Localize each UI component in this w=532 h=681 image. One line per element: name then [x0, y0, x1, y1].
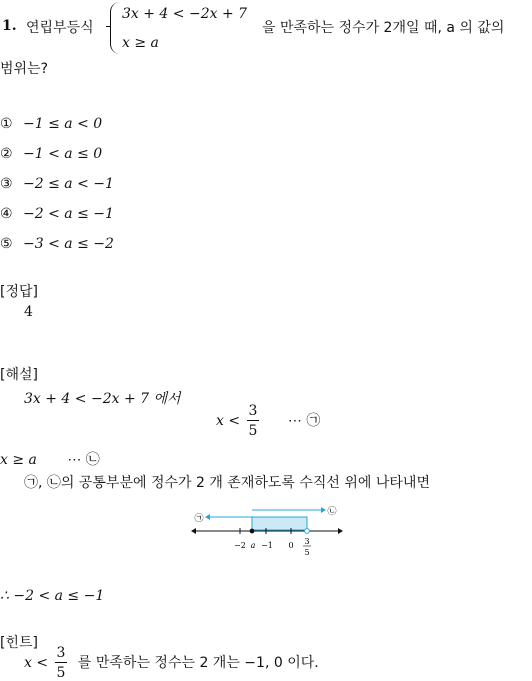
hint-denominator: 5: [56, 665, 66, 681]
tick-label-minus-2: −2: [234, 541, 246, 550]
hint-fraction: [55, 646, 68, 680]
equation-tag-1: ⋯ ㉠: [287, 413, 321, 429]
hint-lhs: x <: [24, 655, 49, 671]
equation-tag-2: ⋯ ㉡: [67, 452, 100, 468]
region-b-arrowhead: [205, 514, 210, 520]
system-brace-tip: [106, 26, 111, 27]
choice-2[interactable]: [0, 146, 102, 162]
circle-tag-left: ㉠: [194, 514, 204, 524]
fraction-three-fifths: [247, 404, 260, 438]
choice-text: −3 < a ≤ −2: [23, 236, 114, 252]
system-brace: [110, 2, 121, 54]
hint-numerator: 3: [56, 645, 66, 661]
problem-tail-2: 범위는?: [0, 61, 49, 77]
solution-line-1: 3x + 4 < −2x + 7 에서: [24, 391, 181, 407]
open-point-three-fifths: [305, 529, 310, 534]
choice-5[interactable]: [0, 236, 114, 252]
number-line-diagram: [190, 500, 350, 564]
choice-text: −1 ≤ a < 0: [23, 116, 103, 132]
tick-label-0: 0: [288, 541, 294, 550]
solution-region: [252, 517, 307, 530]
axis-arrow-right: [338, 528, 343, 534]
solution-label: [해설]: [0, 367, 38, 383]
tick-label-frac-den: 5: [304, 548, 310, 557]
choice-1[interactable]: [0, 116, 102, 132]
solution-line-4: ㉠, ㉡의 공통부분에 정수가 2 개 존재하도록 수직선 위에 나타내면: [24, 475, 430, 491]
tick-label-frac-num: 3: [304, 537, 310, 546]
choice-mark: ②: [0, 146, 13, 162]
answer-label: [정답]: [0, 284, 38, 300]
solution-line-3: [0, 449, 100, 469]
problem-number: 1.: [2, 18, 17, 34]
hint-rest: 를 만족하는 정수는 2 개는 −1, 0 이다.: [77, 655, 319, 671]
choice-mark: ①: [0, 116, 13, 132]
tick-label-minus-1: −1: [261, 541, 273, 550]
circle-tag-right: ㉡: [327, 507, 337, 517]
choice-text: −2 ≤ a < −1: [23, 176, 114, 192]
fraction-numerator: 3: [248, 403, 258, 419]
hint-label: [힌트]: [0, 635, 38, 651]
tick-label-a: a: [250, 541, 256, 550]
region-a-arrowhead: [321, 507, 326, 513]
problem-tail: 을 만족하는 정수가 2개일 때, a 의 값의: [262, 20, 505, 36]
closed-point-a: [250, 529, 255, 534]
solution-ineq: x ≥ a: [0, 452, 37, 468]
problem-intro: 연립부등식: [26, 20, 94, 36]
solution-conclusion: ∴ −2 < a ≤ −1: [0, 588, 105, 604]
choice-mark: ③: [0, 176, 13, 192]
choice-mark: ④: [0, 206, 13, 222]
choice-4[interactable]: [0, 206, 114, 222]
inequality-2: x ≥ a: [122, 35, 159, 51]
answer-value: 4: [24, 304, 33, 320]
choice-mark: ⑤: [0, 236, 13, 252]
solution-line-2: [216, 404, 320, 438]
choice-text: −1 < a ≤ 0: [23, 146, 103, 162]
solution-lhs: x <: [216, 413, 241, 429]
axis-arrow-left: [191, 528, 196, 534]
inequality-1: 3x + 4 < −2x + 7: [122, 6, 248, 22]
hint-line: [24, 646, 319, 680]
choice-3[interactable]: [0, 176, 114, 192]
choice-text: −2 < a ≤ −1: [23, 206, 114, 222]
fraction-denominator: 5: [248, 423, 258, 439]
